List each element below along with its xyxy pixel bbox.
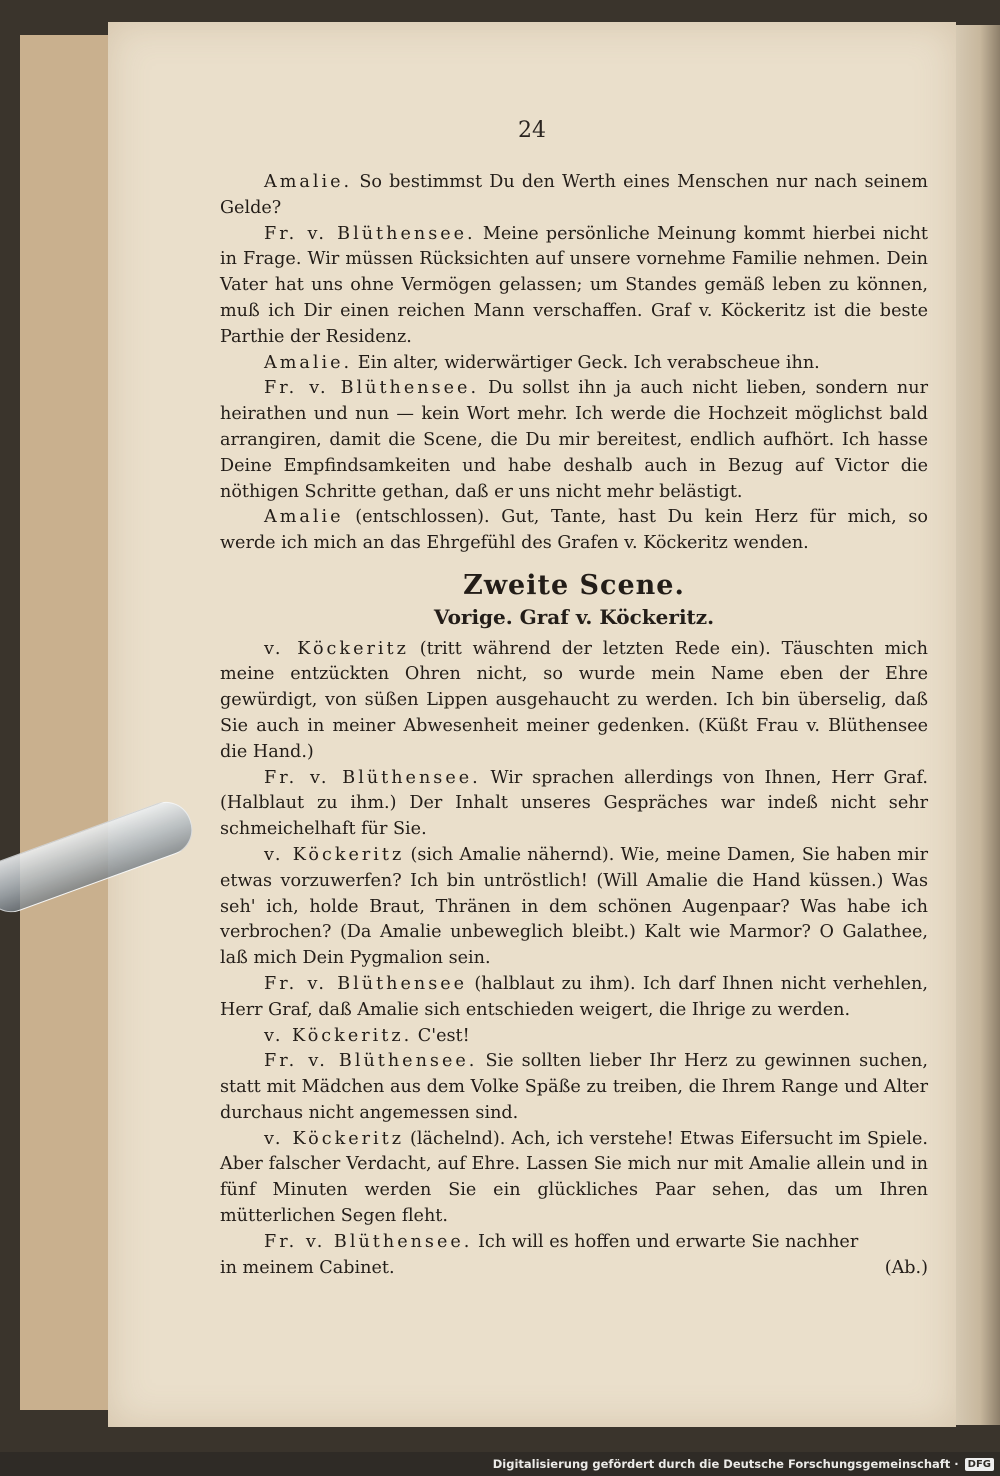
speech: C'est! — [412, 1025, 470, 1046]
speech: (entschlossen). Gut, Tante, hast Du kein Herz für mich, so werde ich mich an das Ehrgefühl des Grafen v. Köckeritz wenden. — [220, 507, 928, 554]
speaker: Fr. v. Blüthensee — [264, 973, 468, 994]
exit-direction: (Ab.) — [884, 1257, 928, 1278]
last-line-text: in meinem Cabinet. — [220, 1257, 395, 1278]
speaker: Fr. v. Blüthensee. — [264, 378, 480, 399]
paragraph — [220, 1024, 928, 1050]
funding-notice: Digitalisierung gefördert durch die Deutsche Forschungsgemeinschaft · — [492, 1457, 959, 1471]
paragraph — [220, 766, 928, 843]
speech: Meine persönliche Meinung kommt hierbei nicht in Frage. Wir müssen Rücksichten auf unsere vornehme Familie nehmen. Dein Vater hat uns ohne Vermögen gelassen; um Standes gemäß leben zu können, muß ich Dir einen reichen Mann verschaffen. Graf v. Köckeritz ist die beste Parthie der Residenz. — [220, 223, 928, 347]
speaker: Fr. v. Blüthensee. — [264, 767, 481, 788]
paragraph — [220, 505, 928, 557]
paragraph — [220, 972, 928, 1024]
speaker: Amalie. — [264, 352, 353, 373]
paragraph — [220, 170, 928, 222]
speech: (tritt während der letzten Rede ein). Täuschten mich meine entzückten Ohren nicht, so wurde mein Name eben der Ehre gewürdigt, von süßen Lippen ausgehaucht zu werden. Ich bin überselig, daß Sie auch in meiner Abwesenheit meiner gedenken. (Küßt Frau v. Blüthensee die Hand.) — [220, 638, 928, 762]
speech: Sie sollten lieber Ihr Herz zu gewinnen suchen, statt mit Mädchen aus dem Volke Späße zu treiben, die Ihrem Range und Alter durchaus nicht angemessen sind. — [220, 1051, 928, 1123]
speech: (halblaut zu ihm). Ich darf Ihnen nicht verhehlen, Herr Graf, daß Amalie sich entschieden weigert, die Ihrige zu werden. — [220, 973, 928, 1020]
speaker: Fr. v. Blüthensee. — [264, 223, 476, 244]
book-page — [108, 22, 956, 1427]
scene-title: Zweite Scene. — [463, 569, 685, 601]
speech: (sich Amalie nähernd). Wie, meine Damen, Sie haben mir etwas vorzuwerfen? Ich bin untröstlich! (Will Amalie die Hand küssen.) Was seh' ich, holde Braut, Thränen in dem schönen Augenpaar? Was habe ich verbrochen? (Da Amalie unbeweglich bleibt.) Kalt wie Marmor? O Galathee, laß mich Dein Pygmalion sein. — [220, 844, 928, 969]
last-line — [220, 1256, 928, 1282]
speaker: v. Köckeritz — [264, 638, 409, 659]
dfg-logo: DFG — [965, 1458, 994, 1471]
page-text — [220, 170, 928, 1281]
paragraph — [220, 222, 928, 351]
page-edges — [950, 25, 1000, 1425]
speech: Ein alter, widerwärtiger Geck. Ich verabscheue ihn. — [352, 352, 820, 373]
paragraph — [220, 1127, 928, 1230]
paragraph — [220, 351, 928, 377]
paragraph — [220, 1049, 928, 1126]
speaker: v. Köckeritz. — [264, 1025, 413, 1046]
speaker: v. Köckeritz — [264, 844, 405, 865]
paragraph — [220, 1230, 928, 1256]
speech: Ich will es hoffen und erwarte Sie nachher — [472, 1231, 859, 1252]
speaker: Amalie — [264, 507, 344, 528]
speaker: Amalie. — [264, 172, 353, 192]
speaker: Fr. v. Blüthensee. — [264, 1231, 473, 1252]
speech: Wir sprachen allerdings von Ihnen, Herr Graf. (Halblaut zu ihm.) Der Inhalt unseres Gespräches war indeß nicht sehr schmeichelhaft für Sie. — [220, 767, 928, 840]
speech: (lächelnd). Ach, ich verstehe! Etwas Eifersucht im Spiele. Aber falscher Verdacht, auf Ehre. Lassen Sie mich nur mit Amalie allein und in fünf Minuten werden Sie ein glückliches Paar sehen, das um Ihren mütterlichen Segen fleht. — [220, 1128, 928, 1227]
speech: So bestimmst Du den Werth eines Menschen nur nach seinem Gelde? — [220, 172, 928, 218]
paragraph — [220, 843, 928, 972]
paragraph — [220, 376, 928, 505]
speaker: v. Köckeritz — [264, 1128, 405, 1149]
footer-bar — [0, 1452, 1000, 1476]
speaker: Fr. v. Blüthensee. — [264, 1051, 478, 1072]
speech: Du sollst ihn ja auch nicht lieben, sondern nur heirathen und nun — kein Wort mehr. Ich werde die Hochzeit möglichst bald arrangiren, damit die Scene, die Du mir bereitest, endlich aufhört. Ich hasse Deine Empfindsamkeiten und habe deshalb auch in Bezug auf Victor die nöthigen Schritte gethan, daß er uns nicht mehr belästigt. — [220, 378, 928, 502]
page-number: 24 — [518, 118, 546, 143]
paragraph — [220, 637, 928, 766]
scene-persons: Vorige. Graf v. Köckeritz. — [433, 604, 715, 629]
